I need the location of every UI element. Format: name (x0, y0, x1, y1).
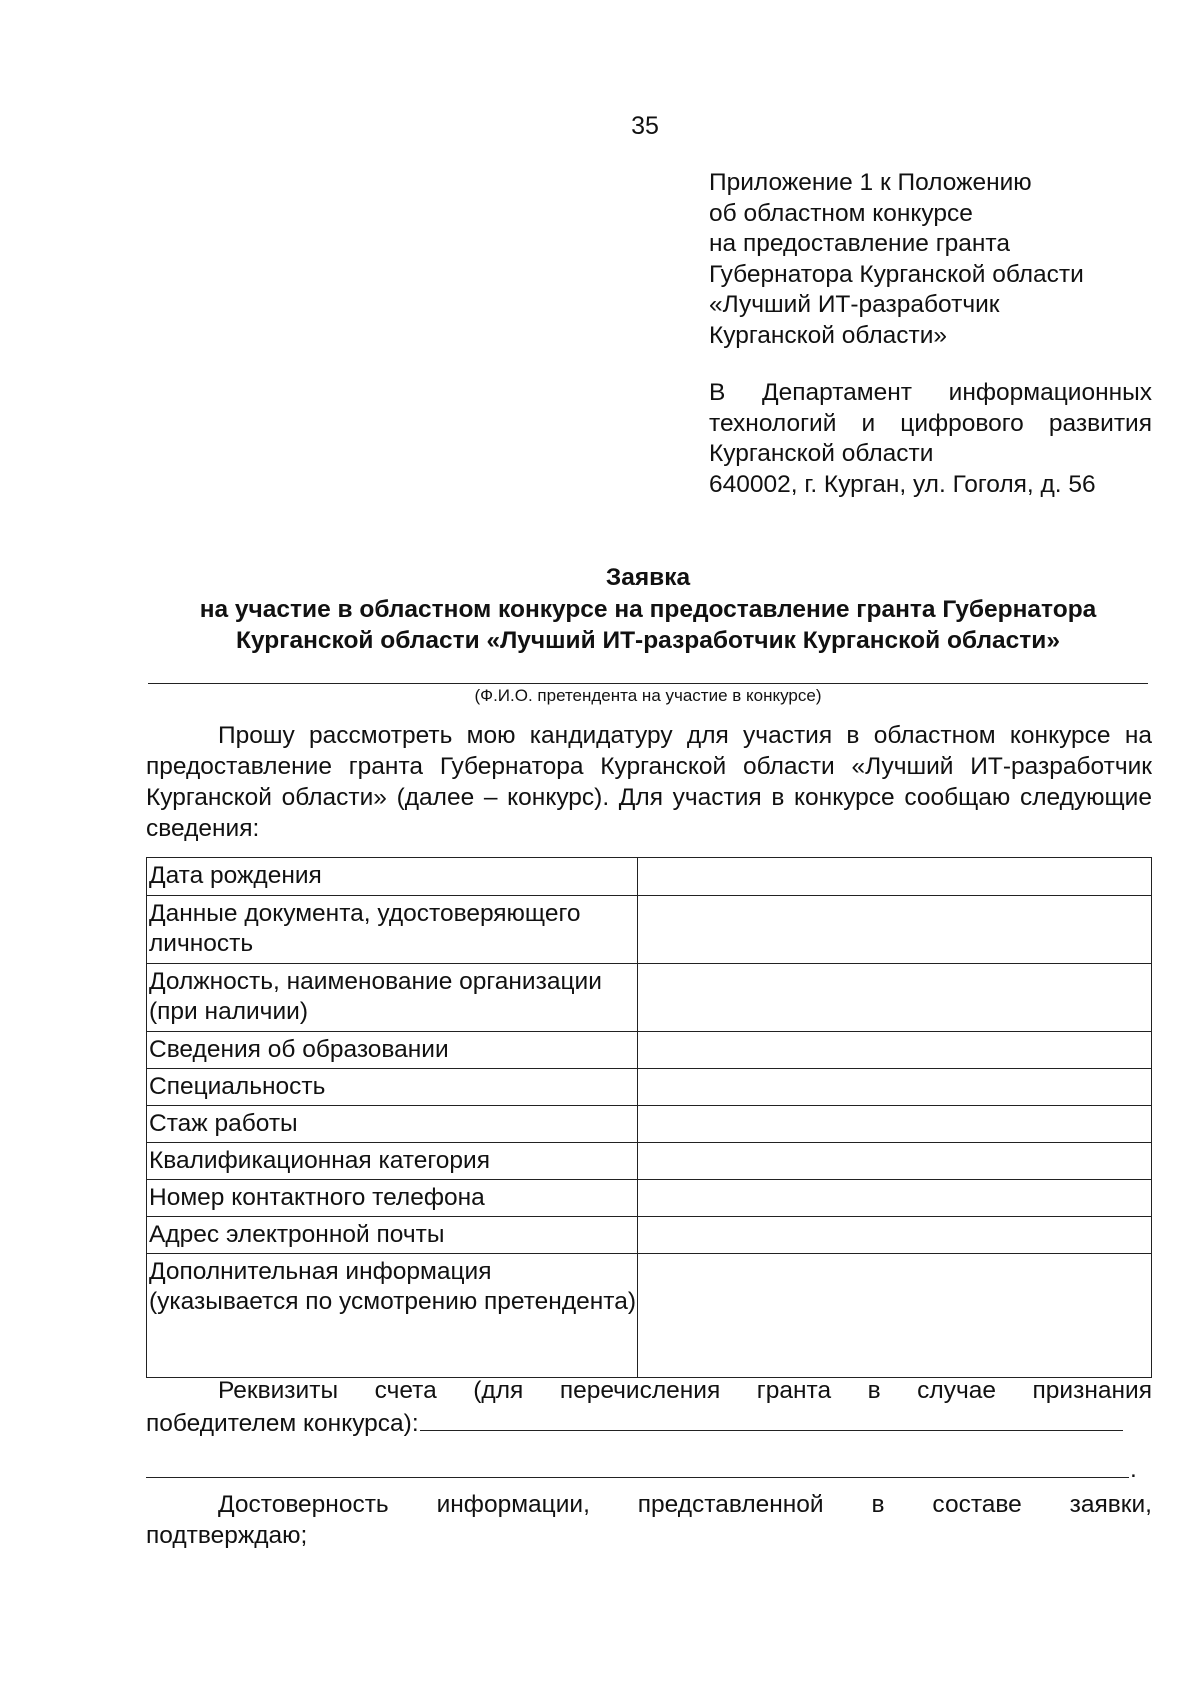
table-row (147, 1106, 1152, 1143)
row-value-cell[interactable] (637, 964, 1151, 1032)
appendix-note (709, 168, 1149, 351)
row-value-cell[interactable] (637, 896, 1151, 964)
row-value-cell[interactable] (637, 1180, 1151, 1217)
intro-paragraph (146, 720, 1152, 844)
row-value-cell[interactable] (637, 1032, 1151, 1069)
row-label: Дата рождения (147, 858, 638, 896)
intro-text: Прошу рассмотреть мою кандидатуру для участия в областном конкурсе на предоставление гранта Губернатора Курганской области «Лучший ИТ-разработчик Курганской области» (далее – конкурс). Для участия в конкурсе сообщаю следующие сведения: (146, 722, 1152, 842)
title-line: Курганской области «Лучший ИТ-разработчик Курганской области» (236, 627, 1060, 654)
appendix-line: об областном конкурсе (709, 199, 973, 227)
table-row (147, 858, 1152, 896)
application-title (148, 562, 1148, 657)
row-label: Специальность (147, 1069, 638, 1106)
fio-input-line[interactable] (148, 683, 1148, 684)
requisites-line (146, 1406, 1152, 1439)
title-heading: Заявка (605, 564, 691, 591)
table-row (147, 1143, 1152, 1180)
appendix-line: Приложение 1 к Положению (709, 169, 1032, 196)
row-label: Дополнительная информация (указывается по усмотрению претендента) (147, 1254, 638, 1378)
addressee-line: Курганской области (709, 440, 934, 467)
row-value-cell[interactable] (637, 1069, 1151, 1106)
addressee-block (709, 378, 1152, 500)
row-label: Стаж работы (147, 1106, 638, 1143)
row-value-cell[interactable] (637, 858, 1151, 896)
row-label: Адрес электронной почты (147, 1217, 638, 1254)
table-row (147, 1069, 1152, 1106)
row-value-cell[interactable] (637, 1106, 1151, 1143)
requisites-label: победителем конкурса): (146, 1410, 419, 1437)
confirmation-paragraph (146, 1489, 1152, 1551)
row-label: Должность, наименование организации (при наличии) (147, 964, 638, 1032)
table-row (147, 1254, 1152, 1378)
table-row (147, 1032, 1152, 1069)
row-label: Данные документа, удостоверяющего личность (147, 896, 638, 964)
page-number: 35 (631, 112, 659, 140)
requisites-input-line-2[interactable] (146, 1477, 1129, 1478)
confirm-line: подтверждаю; (146, 1522, 308, 1549)
applicant-info-table (146, 857, 1152, 1378)
addressee-line: В Департамент информационных (709, 379, 1152, 406)
row-label: Сведения об образовании (147, 1032, 638, 1069)
addressee-address: 640002, г. Курган, ул. Гоголя, д. 56 (709, 470, 1096, 498)
row-value-cell[interactable] (637, 1254, 1151, 1378)
confirm-line: Достоверность информации, представленной в составе заявки, (218, 1491, 1152, 1518)
title-line: на участие в областном конкурсе на предоставление гранта Губернатора (199, 595, 1097, 623)
fio-caption: (Ф.И.О. претендента на участие в конкурсе) (474, 686, 822, 705)
appendix-line: на предоставление гранта (709, 230, 1010, 257)
row-value-cell[interactable] (637, 1143, 1151, 1180)
table-row (147, 1217, 1152, 1254)
table-row (147, 964, 1152, 1032)
row-value-cell[interactable] (637, 1217, 1151, 1254)
addressee-line: технологий и цифрового развития (709, 409, 1152, 437)
row-label: Номер контактного телефона (147, 1180, 638, 1217)
table-row (147, 896, 1152, 964)
requisites-paragraph (146, 1375, 1152, 1439)
row-label: Квалификационная категория (147, 1143, 638, 1180)
requisites-line: Реквизиты счета (для перечисления гранта в случае признания (218, 1377, 1152, 1404)
appendix-line: Курганской области» (709, 321, 948, 349)
requisites-input-line[interactable] (420, 1406, 1123, 1431)
appendix-line: Губернатора Курганской области (709, 260, 1084, 288)
table-row (147, 1180, 1152, 1217)
requisites-end-dot: . (1130, 1456, 1137, 1483)
appendix-line: «Лучший ИТ-разработчик (709, 291, 1000, 318)
